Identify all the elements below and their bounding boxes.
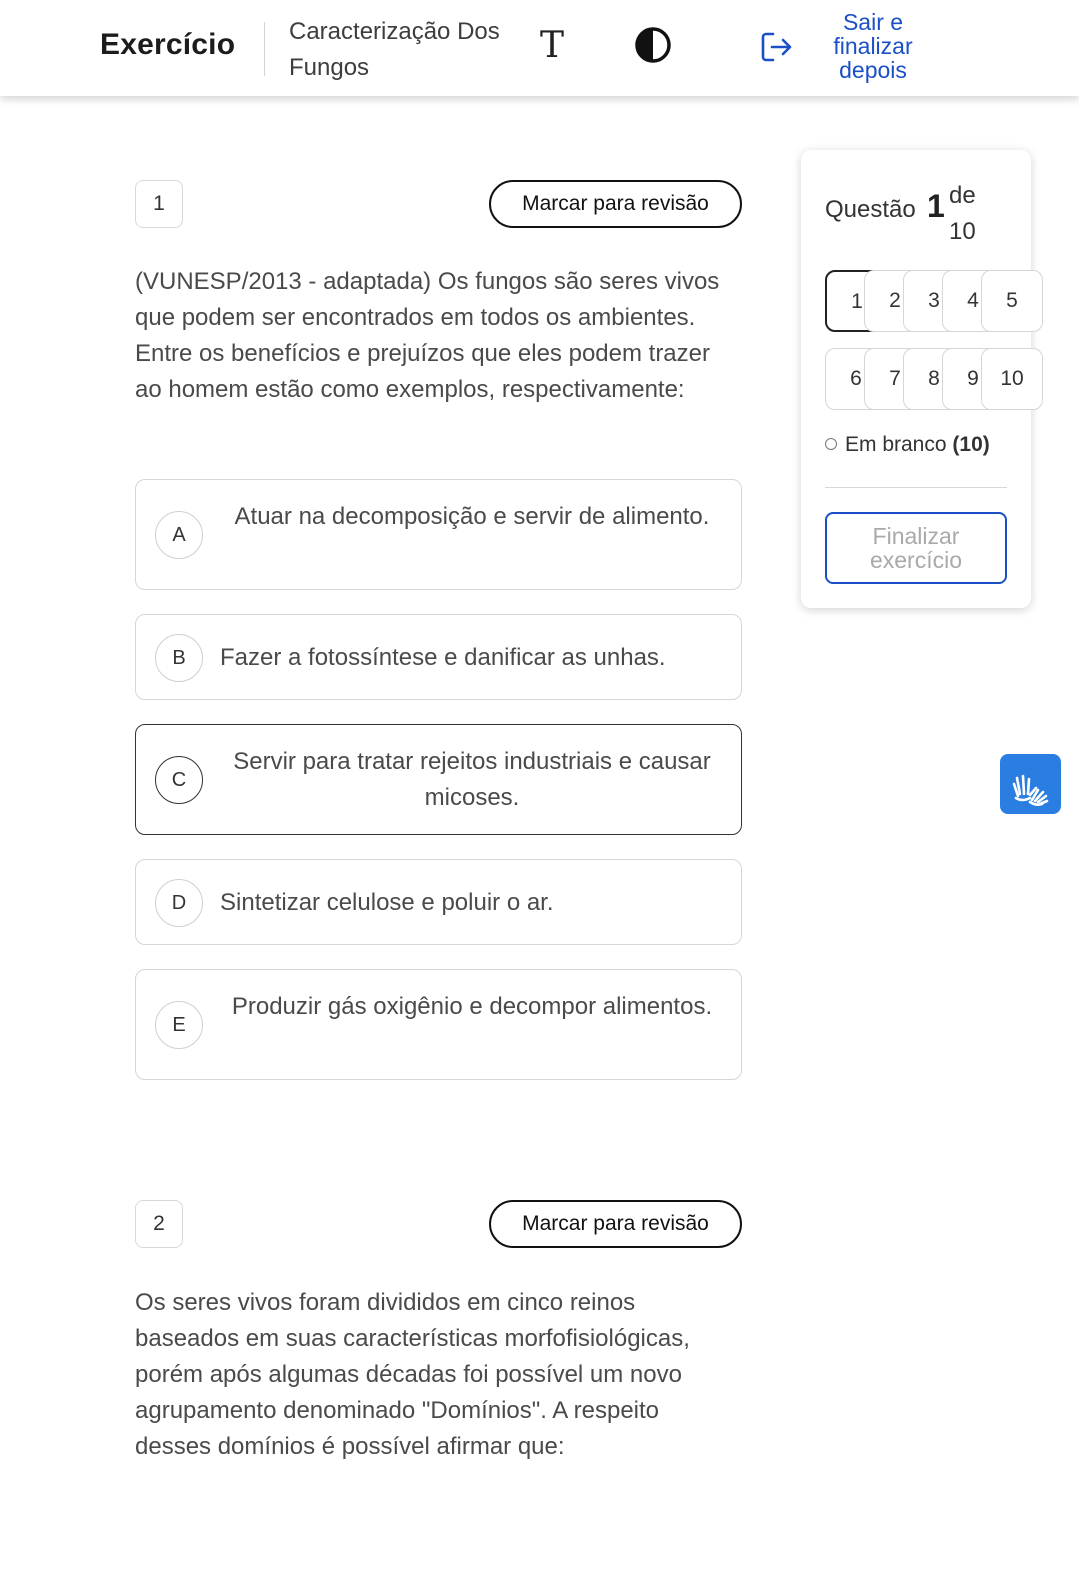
option-text: Fazer a fotossíntese e danificar as unhas. — [220, 644, 666, 671]
contrast-icon[interactable] — [634, 26, 672, 64]
option-c[interactable] — [135, 724, 742, 835]
mark-review-button[interactable]: Marcar para revisão — [489, 1200, 742, 1248]
nav-question-3[interactable]: 3 — [903, 270, 965, 332]
question-number: 2 — [135, 1200, 183, 1248]
nav-question-2[interactable]: 2 — [864, 270, 926, 332]
blank-legend — [825, 433, 990, 457]
header-divider — [264, 22, 265, 76]
option-letter: D — [155, 879, 203, 927]
option-text: Produzir gás oxigênio e decompor alimentos. — [231, 993, 713, 1020]
option-letter: A — [155, 511, 203, 559]
nav-question-1[interactable]: 1 — [825, 270, 887, 332]
exit-label: Sair e finalizar depois — [833, 9, 913, 83]
nav-question-4[interactable]: 4 — [942, 270, 1004, 332]
question-navigator-panel — [801, 150, 1031, 608]
mark-review-button[interactable]: Marcar para revisão — [489, 180, 742, 228]
option-letter: B — [155, 634, 203, 682]
option-letter: E — [155, 1001, 203, 1049]
nav-question-10[interactable]: 10 — [981, 348, 1043, 410]
panel-current-question: 1 — [927, 188, 945, 224]
page-brand: Exercício — [100, 28, 236, 61]
option-b[interactable] — [135, 614, 742, 700]
legend-label: Em branco — [845, 433, 947, 456]
exit-button[interactable] — [760, 10, 930, 86]
panel-total: de 10 — [949, 182, 976, 245]
option-text: Atuar na decomposição e servir de alimento. — [234, 503, 710, 530]
nav-question-6[interactable]: 6 — [825, 348, 887, 410]
exercise-subject: Caracterização Dos Fungos — [289, 18, 500, 81]
nav-question-5[interactable]: 5 — [981, 270, 1043, 332]
font-size-icon[interactable]: T — [539, 25, 564, 66]
finish-exercise-button[interactable]: Finalizar exercício — [825, 512, 1007, 584]
option-text: Sintetizar celulose e poluir o ar. — [220, 889, 554, 916]
panel-question-label: Questão — [825, 196, 916, 223]
nav-question-9[interactable]: 9 — [942, 348, 1004, 410]
question-text: Os seres vivos foram divididos em cinco reinos baseados em suas características morfofisiológicas, porém após algumas décadas foi possível um novo agrupamento denominado "Domínios". A respeito desses domínios é possível afirmar que: — [135, 1289, 690, 1460]
legend-count: (10) — [952, 433, 990, 456]
option-text: Servir para tratar rejeitos industriais e causar micoses. — [233, 748, 711, 811]
option-letter: C — [155, 756, 203, 804]
blank-dot-icon — [825, 438, 837, 450]
sign-language-icon[interactable] — [1000, 754, 1061, 814]
nav-question-8[interactable]: 8 — [903, 348, 965, 410]
option-a[interactable] — [135, 479, 742, 590]
option-e[interactable] — [135, 969, 742, 1080]
top-header — [0, 0, 1079, 96]
panel-divider — [825, 487, 1007, 488]
option-d[interactable] — [135, 859, 742, 945]
exit-icon — [760, 30, 794, 64]
nav-question-7[interactable]: 7 — [864, 348, 926, 410]
question-text: (VUNESP/2013 - adaptada) Os fungos são seres vivos que podem ser encontrados em todos os ambientes. Entre os benefícios e prejuízos que eles podem trazer ao homem estão como exemplos, respectivamente: — [135, 268, 720, 403]
question-number: 1 — [135, 180, 183, 228]
